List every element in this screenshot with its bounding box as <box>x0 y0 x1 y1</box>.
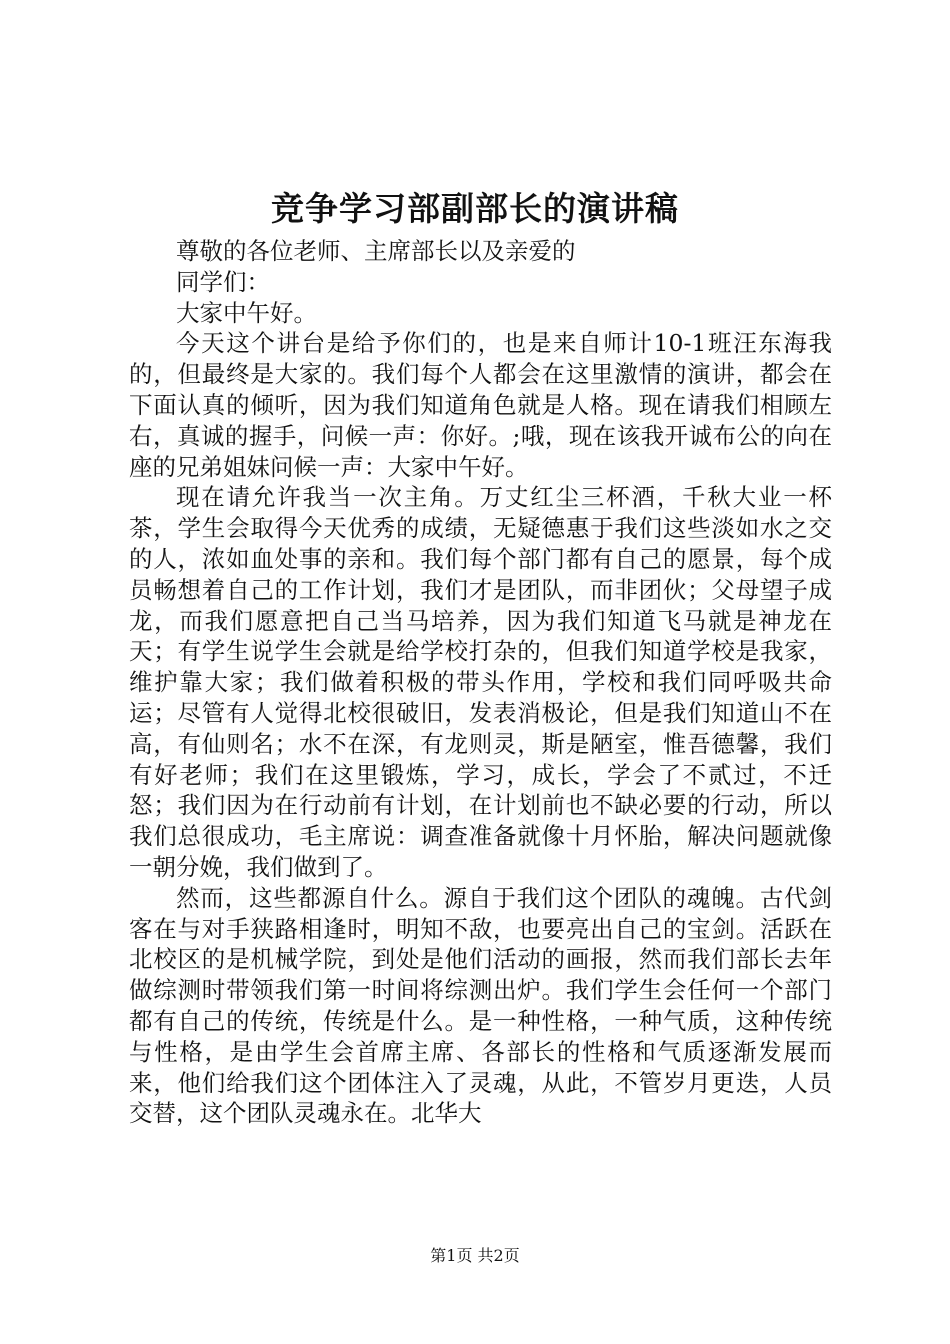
page-number: 第1页 共2页 <box>430 1246 520 1265</box>
document-title: 竞争学习部副部长的演讲稿 <box>271 189 679 228</box>
salutation-line-2: 同学们： <box>176 267 270 296</box>
document-body <box>129 236 832 1129</box>
greeting: 大家中午好。 <box>176 298 317 327</box>
paragraph: 然而，这些都源自什么。源自于我们这个团队的魂魄。古代剑客在与对手狭路相逢时，明知不敌，也要亮出自己的宝剑。活跃在北校区的是机械学院，到处是他们活动的画报，然而我们部长去年做综测时带领我们第一时间将综测出炉。我们学生会任何一个部门都有自己的传统，传统是什么。是一种性格，一种气质，这种传统与性格，是由学生会首席主席、各部长的性格和气质逐渐发展而来，他们给我们这个团体注入了灵魂，从此，不管岁月更迭，人员交替，这个团队灵魂永在。北华大 <box>129 883 832 1128</box>
paragraph: 现在请允许我当一次主角。万丈红尘三杯酒，千秋大业一杯茶，学生会取得今天优秀的成绩，无疑德惠于我们这些淡如水之交的人，浓如血处事的亲和。我们每个部门都有自己的愿景，每个成员畅想着自己的工作计划，我们才是团队，而非团伙；父母望子成龙，而我们愿意把自己当马培养，因为我们知道飞马就是神龙在天；有学生说学生会就是给学校打杂的，但我们知道学校是我家，维护靠大家；我们做着积极的带头作用，学校和我们同呼吸共命运；尽管有人觉得北校很破旧，发表消极论，但是我们知道山不在高，有仙则名；水不在深，有龙则灵，斯是陋室，惟吾德馨，我们有好老师；我们在这里锻炼，学习，成长，学会了不贰过，不迁怒；我们因为在行动前有计划，在计划前也不缺必要的行动，所以我们总很成功，毛主席说：调查准备就像十月怀胎，解决问题就像一朝分娩，我们做到了。 <box>129 483 832 881</box>
paragraph: 今天这个讲台是给予你们的，也是来自师计10-1班汪东海我的，但最终是大家的。我们每个人都会在这里激情的演讲，都会在下面认真的倾听，因为我们知道角色就是人格。现在请我们相顾左右，真诚的握手，问候一声：你好。;哦，现在该我开诚布公的向在座的兄弟姐妹问候一声：大家中午好。 <box>129 329 832 481</box>
salutation-line-1: 尊敬的各位老师、主席部长以及亲爱的 <box>176 237 576 265</box>
